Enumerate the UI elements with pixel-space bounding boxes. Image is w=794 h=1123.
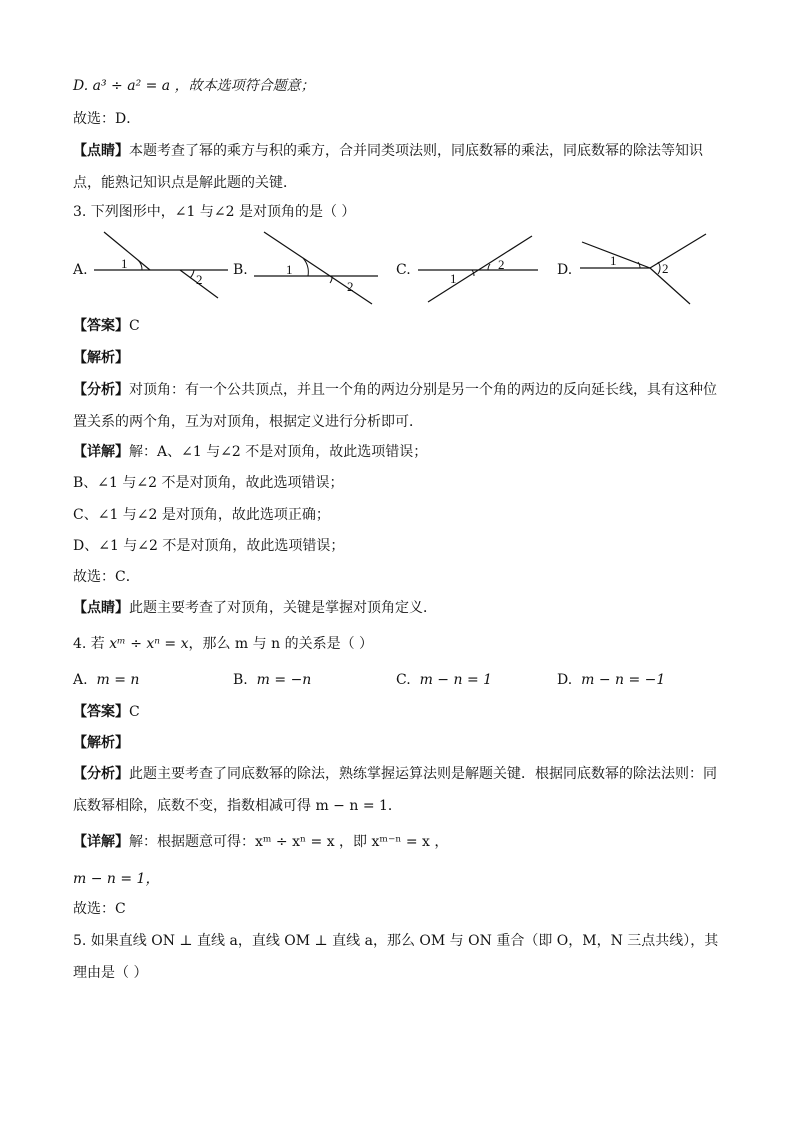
q3-option-d-label: D. [557,262,573,278]
q3-detail-b: B、∠1 与∠2 不是对顶角，故此选项错误； [73,475,344,491]
angle-1-label: 1 [610,253,617,268]
q3-detail-a [73,442,427,462]
q4-option-c [396,670,492,690]
option-expr: m − n = −1 [581,672,666,688]
angle-1-label: 1 [121,256,128,271]
q4-fenxi [73,758,723,822]
q3-figure-d [578,228,713,308]
q3-detail-c: C、∠1 与∠2 是对顶角，故此选项正确； [73,507,330,523]
comment-text: 此题主要考查了对顶角，关键是掌握对顶角定义． [129,600,437,616]
angle-2-label: 2 [498,257,505,272]
q2-option-d-line [73,76,315,96]
q3-choose: 故选：C． [73,569,140,585]
q4-stem-suffix: ，那么 m 与 n 的关系是（ ） [188,636,374,652]
q3-comment [73,598,437,618]
angle-1-label: 1 [450,271,457,286]
option-label: C. [396,672,411,688]
angle-1-label: 1 [286,262,293,277]
q5-stem: 5. 如果直线 ON ⊥ 直线 a，直线 OM ⊥ 直线 a，那么 OM 与 ON 重合（即 O，M，N 三点共线），其理由是（ ） [73,933,719,981]
fenxi-text: 此题主要考查了同底数幂的除法，熟练掌握运算法则是解题关键．根据同底数幂的除法法则：同底数幂相除，底数不变，指数相减可得 m − n = 1． [73,766,717,814]
q3-detail-d: D、∠1 与∠2 不是对顶角，故此选项错误； [73,538,345,554]
q3-stem: 3. 下列图形中，∠1 与∠2 是对顶角的是（ ） [73,204,356,220]
fenxi-text: 对顶角：有一个公共顶点，并且一个角的两边分别是另一个角的两边的反向延长线，具有这种位置关系的两个角，互为对顶角，根据定义进行分析即可． [73,382,717,430]
q4-detail [73,832,448,852]
q4-option-d [557,670,665,690]
detail-tag: 【详解】 [73,444,129,460]
option-expr: m − n = 1 [419,672,493,688]
comment-tag: 【点睛】 [73,600,129,616]
q3-option-b-label: B. [233,262,248,278]
q4-choose: 故选：C [73,901,126,917]
comment-tag: 【点睛】 [73,143,129,159]
q3-figure-a [88,228,233,300]
option-label: B. [233,672,248,688]
angle-2-label: 2 [662,261,669,276]
fenxi-tag: 【分析】 [73,382,129,398]
q4-answer [73,702,140,722]
q4-stem-prefix: 4. 若 [73,636,110,652]
detail-tag: 【详解】 [73,834,129,850]
q2-option-d-text: D. a³ ÷ a² = a ，故本选项符合题意； [73,78,315,94]
q3-option-c-label: C. [396,262,411,278]
option-expr: m = −n [256,672,312,688]
q3-figure-b [250,228,385,308]
q4-stem-math: xᵐ ÷ xⁿ = x [109,636,189,652]
q4-detail-2: m − n = 1， [73,871,160,887]
q4-option-b [233,670,311,690]
answer-tag: 【答案】 [73,704,129,720]
q2-comment [73,135,723,199]
detail-text: 解：A、∠1 与∠2 不是对顶角，故此选项错误； [129,444,428,460]
q2-choose: 故选：D． [73,111,141,127]
comment-text: 本题考查了幂的乘方与积的乘方，合并同类项法则，同底数幂的乘法，同底数幂的除法等知识点，能熟记知识点是解此题的关键． [73,143,703,191]
q4-stem [73,634,373,654]
answer-tag: 【答案】 [73,318,129,334]
answer-value: C [129,318,140,334]
q3-option-a-label: A. [73,262,88,278]
option-label: A. [73,672,88,688]
q3-figure-c [414,228,544,308]
angle-2-label: 2 [196,272,203,287]
q3-fenxi [73,374,723,438]
option-expr: m = n [96,672,140,688]
q3-answer [73,316,140,336]
detail-text: 解：根据题意可得：xᵐ ÷ xⁿ = x ，即 xᵐ⁻ⁿ = x ， [129,834,449,850]
answer-value: C [129,704,140,720]
option-label: D. [557,672,573,688]
q3-analysis-tag: 【解析】 [73,350,129,366]
fenxi-tag: 【分析】 [73,766,129,782]
q4-option-a [73,670,139,690]
angle-2-label: 2 [347,279,354,294]
q4-analysis-tag: 【解析】 [73,735,129,751]
